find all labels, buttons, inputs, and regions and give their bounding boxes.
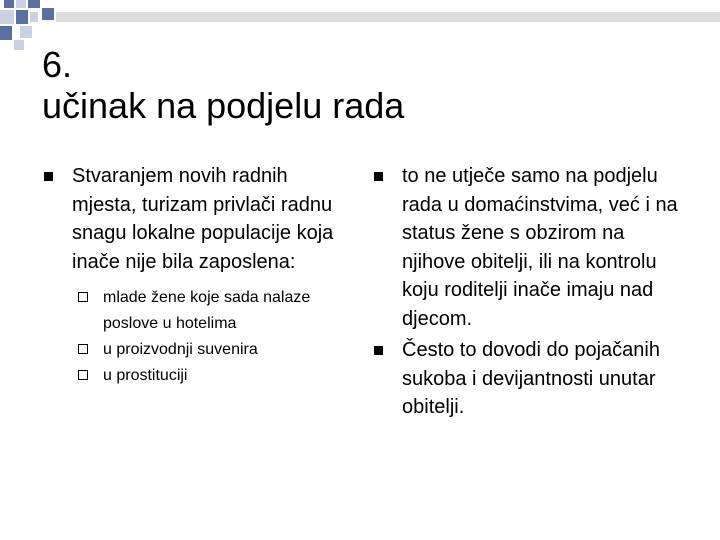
list-item: [372, 336, 682, 422]
square-bullet-icon: [44, 172, 53, 181]
right-column: [372, 162, 682, 422]
square-bullet-icon: [374, 346, 383, 355]
left-column: [42, 162, 342, 389]
bullet-text: Često to dovodi do pojačanih sukoba i devijantnosti unutar obitelji.: [402, 339, 660, 418]
sub-bullet-text: mlade žene koje sada nalaze poslove u hotelima: [103, 289, 311, 332]
slide-title-text: učinak na podjelu rada: [42, 85, 405, 126]
slide-title: [42, 44, 682, 126]
deco-square-dark: [4, 0, 14, 8]
deco-square-light: [30, 12, 38, 22]
hollow-square-bullet-icon: [78, 344, 88, 354]
deco-square-dark: [28, 0, 40, 8]
hollow-square-bullet-icon: [78, 292, 88, 302]
hollow-square-bullet-icon: [78, 370, 88, 380]
list-item: [372, 162, 682, 333]
sub-list-item: [78, 337, 342, 363]
deco-square-dark: [42, 8, 54, 20]
deco-bar-grey: [56, 12, 720, 22]
bullet-text: to ne utječe samo na podjelu rada u domaćinstvima, već i na status žene s obzirom na njihove obitelji, ili na kontrolu koju roditelji inače imaju nad djecom.: [402, 165, 678, 330]
deco-square-light: [16, 0, 26, 8]
sub-list: [42, 285, 342, 389]
sub-list-item: [78, 363, 342, 389]
sub-bullet-text: u prostituciji: [103, 367, 188, 384]
deco-square-dark: [0, 26, 12, 40]
square-bullet-icon: [374, 172, 383, 181]
deco-square-light: [14, 40, 24, 50]
slide-title-number: 6.: [42, 44, 73, 85]
deco-square-light: [0, 10, 14, 24]
list-item: [42, 162, 342, 276]
deco-square-dark: [16, 10, 28, 24]
deco-square-light: [20, 26, 32, 38]
sub-list-item: [78, 285, 342, 337]
bullet-text: Stvaranjem novih radnih mjesta, turizam privlači radnu snagu lokalne populacije koja inače nije bila zaposlena:: [72, 165, 334, 273]
sub-bullet-text: u proizvodnji suvenira: [103, 341, 258, 358]
